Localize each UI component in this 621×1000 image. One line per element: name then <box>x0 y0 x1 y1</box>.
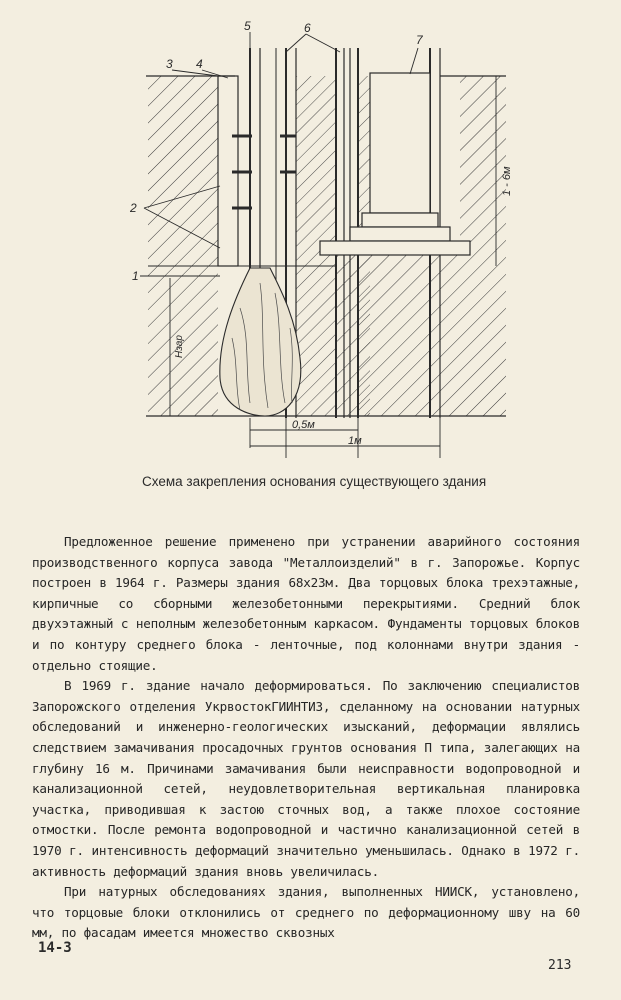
grout-bulb <box>220 268 301 416</box>
label-6: 6 <box>304 21 311 35</box>
body-text <box>32 532 580 944</box>
foundation-diagram <box>100 18 530 463</box>
column <box>370 73 430 213</box>
label-4: 4 <box>196 57 203 71</box>
label-dim-small: 0,5м <box>292 419 315 431</box>
label-7: 7 <box>416 33 423 47</box>
label-hcap: Нзар <box>174 335 185 358</box>
label-5: 5 <box>244 19 251 33</box>
page-number: 213 <box>548 958 572 973</box>
footing-step-2 <box>350 227 450 241</box>
soil-left-upper <box>148 76 218 266</box>
paragraph-2: В 1969 г. здание начало деформироваться. По заключению специалистов Запорожского отделения УкрвостокГИИНТИЗ, сделанному на основании натурных обследований и инженерно-геологических изысканий, деформации являлись следствием замачивания просадочных грунтов основания П типа, залегающих на глубину 16 м. Причинами замачивания были неисправности водопроводной и канализационной сетей, неудовлетворительная вертикальная планировка участка, приводившая к застою сточных вод, а также плохое состояние отмостки. После ремонта водопроводной и частично канализационной сетей в 1970 г. интенсивность деформаций значительно уменьшилась. Однако в 1972 г. активность деформаций здания вновь увеличилась. <box>32 678 580 879</box>
label-3: 3 <box>166 57 173 71</box>
paragraph-1: Предложенное решение применено при устранении аварийного состояния производственного корпуса завода "Металлоизделий" в г. Запорожье. Корпус построен в 1964 г. Размеры здания 68х23м. Два торцовых блока трехэтажные, кирпичные со сборными железобетонными перекрытиями. Средний блок двухэтажный с неполным железобетонным каркасом. Фундаменты торцовых блоков и по контуру среднего блока - ленточные, под колоннами внутри здания - отдельно стоящие. <box>32 534 580 673</box>
label-1: 1 <box>132 269 139 283</box>
label-depth: 1 - 6м <box>501 166 513 196</box>
label-dim-large: 1м <box>348 435 362 447</box>
soil-right-upper <box>460 76 506 254</box>
label-2: 2 <box>130 201 137 215</box>
printer-signature: 14-3 <box>38 940 72 956</box>
footing-step-3 <box>320 241 470 255</box>
figure-caption: Схема закрепления основания существующего здания <box>142 474 487 489</box>
paragraph-3: При натурных обследованиях здания, выполненных НИИСК, установлено, что торцовые блоки отклонились от среднего по деформационному шву на 60 мм, по фасадам имеется множество сквозных <box>32 884 580 941</box>
footing-step-1 <box>362 213 438 227</box>
